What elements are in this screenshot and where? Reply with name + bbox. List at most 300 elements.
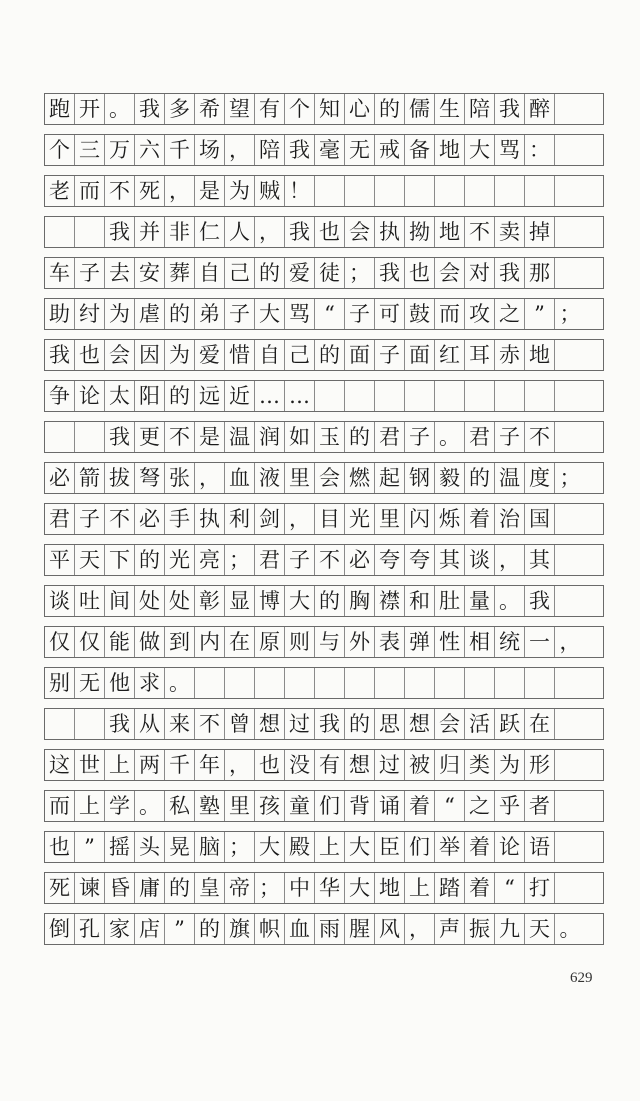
grid-cell: … xyxy=(255,381,285,411)
grid-cell: 的 xyxy=(465,463,495,493)
grid-cell: 闪 xyxy=(405,504,435,534)
grid-cell: 我 xyxy=(105,217,135,247)
grid-cell: 者 xyxy=(525,791,555,821)
grid-cell: 骂 xyxy=(285,299,315,329)
grid-cell xyxy=(405,176,435,206)
grid-cell: 爱 xyxy=(285,258,315,288)
grid-cell: 。 xyxy=(495,586,525,616)
grid-cell: 为 xyxy=(495,750,525,780)
grid-cell: 拔 xyxy=(105,463,135,493)
manuscript-row xyxy=(44,421,604,453)
grid-cell: 爱 xyxy=(195,340,225,370)
grid-cell: 为 xyxy=(105,299,135,329)
grid-cell: 的 xyxy=(165,873,195,903)
grid-cell: 的 xyxy=(345,709,375,739)
grid-cell: 着 xyxy=(465,873,495,903)
grid-cell: 为 xyxy=(225,176,255,206)
grid-cell: 君 xyxy=(45,504,75,534)
grid-cell xyxy=(435,668,465,698)
manuscript-row xyxy=(44,544,604,576)
grid-cell: 子 xyxy=(405,422,435,452)
manuscript-row xyxy=(44,831,604,863)
grid-cell: 天 xyxy=(75,545,105,575)
grid-cell: 君 xyxy=(465,422,495,452)
grid-cell: 。 xyxy=(165,668,195,698)
grid-cell: 着 xyxy=(465,832,495,862)
grid-cell: 谈 xyxy=(45,586,75,616)
grid-cell xyxy=(555,504,585,534)
grid-cell: 光 xyxy=(165,545,195,575)
grid-cell: 个 xyxy=(285,94,315,124)
grid-cell: 更 xyxy=(135,422,165,452)
grid-cell: ； xyxy=(559,465,581,490)
grid-cell: 里 xyxy=(225,791,255,821)
grid-cell: 有 xyxy=(315,750,345,780)
grid-cell: 帝 xyxy=(225,873,255,903)
grid-cell: 不 xyxy=(525,422,555,452)
grid-cell: 近 xyxy=(225,381,255,411)
grid-cell: 必 xyxy=(45,463,75,493)
grid-cell: 子 xyxy=(375,340,405,370)
grid-cell: 。 xyxy=(435,422,465,452)
grid-cell: 必 xyxy=(345,545,375,575)
manuscript-row xyxy=(44,790,604,822)
grid-cell: 头 xyxy=(135,832,165,862)
grid-cell: 光 xyxy=(345,504,375,534)
grid-cell: 活 xyxy=(465,709,495,739)
grid-cell: 攻 xyxy=(465,299,495,329)
grid-cell: 谏 xyxy=(75,873,105,903)
grid-cell: 面 xyxy=(345,340,375,370)
grid-cell: 雨 xyxy=(315,914,345,944)
grid-cell: 利 xyxy=(225,504,255,534)
grid-cell xyxy=(75,709,105,739)
grid-cell: 倒 xyxy=(45,914,75,944)
grid-cell: 千 xyxy=(165,135,195,165)
grid-cell: 烁 xyxy=(435,504,465,534)
grid-cell: 大 xyxy=(345,832,375,862)
grid-cell: 血 xyxy=(285,914,315,944)
grid-cell xyxy=(45,217,75,247)
grid-cell: 我 xyxy=(105,422,135,452)
grid-cell: 内 xyxy=(195,627,225,657)
grid-cell: 己 xyxy=(225,258,255,288)
grid-cell xyxy=(345,176,375,206)
grid-cell: 们 xyxy=(315,791,345,821)
grid-cell: 量 xyxy=(465,586,495,616)
grid-cell xyxy=(405,668,435,698)
grid-cell xyxy=(555,873,585,903)
manuscript-row xyxy=(44,913,604,945)
grid-cell: 国 xyxy=(525,504,555,534)
grid-cell: 被 xyxy=(405,750,435,780)
grid-cell: 没 xyxy=(285,750,315,780)
grid-cell xyxy=(435,176,465,206)
grid-cell: 死 xyxy=(45,873,75,903)
grid-cell: 风 xyxy=(375,914,405,944)
grid-cell: 殿 xyxy=(285,832,315,862)
grid-cell: 人 xyxy=(225,217,255,247)
grid-cell: 上 xyxy=(75,791,105,821)
grid-cell: 类 xyxy=(465,750,495,780)
grid-cell: 之 xyxy=(495,299,525,329)
grid-cell: 我 xyxy=(45,340,75,370)
grid-cell: 想 xyxy=(345,750,375,780)
grid-cell: 度 xyxy=(525,463,555,493)
grid-cell: 那 xyxy=(525,258,555,288)
grid-cell: 是 xyxy=(195,176,225,206)
grid-cell: 振 xyxy=(465,914,495,944)
grid-cell: 己 xyxy=(285,340,315,370)
grid-cell: 赤 xyxy=(495,340,525,370)
grid-cell xyxy=(255,668,285,698)
grid-cell: 弟 xyxy=(195,299,225,329)
grid-cell: 彰 xyxy=(195,586,225,616)
grid-cell: 过 xyxy=(375,750,405,780)
grid-cell: 我 xyxy=(495,258,525,288)
grid-cell: 表 xyxy=(375,627,405,657)
grid-cell: 拗 xyxy=(405,217,435,247)
grid-cell: 万 xyxy=(105,135,135,165)
grid-cell xyxy=(75,422,105,452)
grid-cell: 来 xyxy=(165,709,195,739)
grid-cell: 论 xyxy=(495,832,525,862)
grid-cell: 孔 xyxy=(75,914,105,944)
grid-cell xyxy=(315,176,345,206)
grid-cell: 燃 xyxy=(345,463,375,493)
grid-cell: 希 xyxy=(195,94,225,124)
grid-cell: 其 xyxy=(525,545,555,575)
grid-cell: 血 xyxy=(225,463,255,493)
grid-cell: 背 xyxy=(345,791,375,821)
grid-cell xyxy=(45,422,75,452)
grid-cell: 会 xyxy=(315,463,345,493)
grid-cell: 非 xyxy=(165,217,195,247)
grid-cell: 地 xyxy=(435,217,465,247)
grid-cell: 毫 xyxy=(315,135,345,165)
grid-cell: 会 xyxy=(345,217,375,247)
grid-cell: 耳 xyxy=(465,340,495,370)
grid-cell: 会 xyxy=(435,709,465,739)
grid-cell: 举 xyxy=(435,832,465,862)
grid-cell: 六 xyxy=(135,135,165,165)
grid-cell: 原 xyxy=(255,627,285,657)
grid-cell xyxy=(555,381,585,411)
manuscript-row xyxy=(44,175,604,207)
grid-cell: 他 xyxy=(105,668,135,698)
manuscript-row xyxy=(44,872,604,904)
grid-cell: 华 xyxy=(315,873,345,903)
manuscript-row xyxy=(44,503,604,535)
grid-cell: ” xyxy=(525,299,555,329)
grid-cell: 童 xyxy=(285,791,315,821)
grid-cell xyxy=(75,217,105,247)
grid-cell: ； xyxy=(255,873,285,903)
grid-cell xyxy=(375,668,405,698)
grid-cell: 上 xyxy=(405,873,435,903)
grid-cell: 。 xyxy=(135,791,165,821)
grid-cell: 太 xyxy=(105,381,135,411)
grid-cell: 大 xyxy=(345,873,375,903)
grid-cell: 外 xyxy=(345,627,375,657)
grid-cell: 不 xyxy=(105,176,135,206)
grid-cell: 其 xyxy=(435,545,465,575)
grid-cell: 儒 xyxy=(405,94,435,124)
manuscript-row xyxy=(44,708,604,740)
grid-cell xyxy=(465,668,495,698)
grid-cell: 子 xyxy=(75,504,105,534)
grid-cell: 学 xyxy=(105,791,135,821)
grid-cell xyxy=(315,668,345,698)
grid-cell: 葬 xyxy=(165,258,195,288)
grid-cell: 显 xyxy=(225,586,255,616)
grid-cell: 也 xyxy=(405,258,435,288)
grid-cell: 下 xyxy=(105,545,135,575)
grid-cell: ； xyxy=(559,301,581,326)
grid-cell: 会 xyxy=(435,258,465,288)
grid-cell: 摇 xyxy=(105,832,135,862)
grid-cell: 车 xyxy=(45,258,75,288)
grid-cell: ； xyxy=(225,545,255,575)
grid-cell: 一 xyxy=(525,627,555,657)
grid-cell: 毅 xyxy=(435,463,465,493)
grid-cell: 世 xyxy=(75,750,105,780)
grid-cell: 在 xyxy=(525,709,555,739)
grid-cell: 庸 xyxy=(135,873,165,903)
grid-cell: “ xyxy=(435,791,465,821)
grid-cell: 目 xyxy=(315,504,345,534)
grid-cell: 的 xyxy=(375,94,405,124)
grid-cell: ” xyxy=(75,832,105,862)
manuscript-row xyxy=(44,216,604,248)
grid-cell: 开 xyxy=(75,94,105,124)
grid-cell: 陪 xyxy=(255,135,285,165)
grid-cell: 处 xyxy=(135,586,165,616)
grid-cell: 做 xyxy=(135,627,165,657)
grid-cell: 别 xyxy=(45,668,75,698)
grid-cell: 。 xyxy=(559,916,581,941)
grid-cell xyxy=(555,176,585,206)
grid-cell: 仅 xyxy=(45,627,75,657)
grid-cell: 箭 xyxy=(75,463,105,493)
grid-cell: 卖 xyxy=(495,217,525,247)
grid-cell: 仅 xyxy=(75,627,105,657)
grid-cell: 皇 xyxy=(195,873,225,903)
grid-cell: 的 xyxy=(135,545,165,575)
grid-cell: 而 xyxy=(45,791,75,821)
grid-cell: 的 xyxy=(315,586,345,616)
grid-cell: 跑 xyxy=(45,94,75,124)
grid-cell: 纣 xyxy=(75,299,105,329)
grid-cell: 到 xyxy=(165,627,195,657)
grid-cell: 和 xyxy=(405,586,435,616)
grid-cell: 则 xyxy=(285,627,315,657)
grid-cell xyxy=(525,381,555,411)
grid-cell xyxy=(375,381,405,411)
grid-cell: 我 xyxy=(525,586,555,616)
grid-cell: 掉 xyxy=(525,217,555,247)
grid-cell: ， xyxy=(285,504,315,534)
grid-cell: 贼 xyxy=(255,176,285,206)
manuscript-row xyxy=(44,134,604,166)
grid-cell: ， xyxy=(559,629,581,654)
grid-cell: 虐 xyxy=(135,299,165,329)
grid-cell: 亮 xyxy=(195,545,225,575)
grid-cell: 而 xyxy=(435,299,465,329)
grid-cell: 地 xyxy=(435,135,465,165)
grid-cell: 温 xyxy=(225,422,255,452)
grid-cell xyxy=(45,709,75,739)
grid-cell: 子 xyxy=(495,422,525,452)
grid-cell: 大 xyxy=(255,299,285,329)
grid-cell: … xyxy=(285,381,315,411)
grid-cell: 店 xyxy=(135,914,165,944)
grid-cell xyxy=(465,176,495,206)
grid-cell xyxy=(285,668,315,698)
grid-cell: 自 xyxy=(255,340,285,370)
grid-cell xyxy=(555,258,585,288)
grid-cell xyxy=(405,381,435,411)
grid-cell xyxy=(555,135,585,165)
grid-cell: 腥 xyxy=(345,914,375,944)
grid-cell: 阳 xyxy=(135,381,165,411)
manuscript-row xyxy=(44,667,604,699)
grid-cell: 君 xyxy=(255,545,285,575)
grid-cell: 我 xyxy=(105,709,135,739)
grid-cell: 子 xyxy=(285,545,315,575)
grid-cell: 多 xyxy=(165,94,195,124)
grid-cell: 吐 xyxy=(75,586,105,616)
grid-cell: 不 xyxy=(195,709,225,739)
grid-cell: 之 xyxy=(465,791,495,821)
grid-cell: 谈 xyxy=(465,545,495,575)
grid-cell: 我 xyxy=(315,709,345,739)
grid-cell: 夸 xyxy=(405,545,435,575)
grid-cell: ！ xyxy=(285,176,315,206)
grid-cell xyxy=(345,381,375,411)
grid-cell: 家 xyxy=(105,914,135,944)
grid-cell: 骂 xyxy=(495,135,525,165)
grid-cell xyxy=(555,422,585,452)
grid-cell: 场 xyxy=(195,135,225,165)
grid-cell: 与 xyxy=(315,627,345,657)
grid-cell: 生 xyxy=(435,94,465,124)
grid-cell: ， xyxy=(165,176,195,206)
grid-cell: 如 xyxy=(285,422,315,452)
grid-cell: 有 xyxy=(255,94,285,124)
grid-cell: 会 xyxy=(105,340,135,370)
grid-cell: 必 xyxy=(135,504,165,534)
grid-cell: 安 xyxy=(135,258,165,288)
grid-cell: 的 xyxy=(195,914,225,944)
grid-cell: ； xyxy=(345,258,375,288)
grid-cell: 也 xyxy=(255,750,285,780)
grid-cell: 统 xyxy=(495,627,525,657)
grid-cell xyxy=(375,176,405,206)
grid-cell: 诵 xyxy=(375,791,405,821)
grid-cell: 孩 xyxy=(255,791,285,821)
grid-cell: 地 xyxy=(525,340,555,370)
grid-cell: 间 xyxy=(105,586,135,616)
grid-cell: 从 xyxy=(135,709,165,739)
grid-cell: 帜 xyxy=(255,914,285,944)
grid-cell: 乎 xyxy=(495,791,525,821)
grid-cell: 相 xyxy=(465,627,495,657)
grid-cell xyxy=(555,832,585,862)
grid-cell: 不 xyxy=(105,504,135,534)
grid-cell xyxy=(555,750,585,780)
grid-cell: 的 xyxy=(255,258,285,288)
grid-cell: 也 xyxy=(75,340,105,370)
grid-cell: 在 xyxy=(225,627,255,657)
grid-cell: 是 xyxy=(195,422,225,452)
grid-cell: 想 xyxy=(255,709,285,739)
grid-cell: 能 xyxy=(105,627,135,657)
grid-cell: 液 xyxy=(255,463,285,493)
grid-cell xyxy=(555,545,585,575)
grid-cell: 醉 xyxy=(525,94,555,124)
grid-cell: 的 xyxy=(315,340,345,370)
manuscript-row xyxy=(44,462,604,494)
grid-cell: 归 xyxy=(435,750,465,780)
grid-cell: ” xyxy=(165,914,195,944)
grid-cell: 千 xyxy=(165,750,195,780)
grid-cell: “ xyxy=(315,299,345,329)
grid-cell: 徒 xyxy=(315,258,345,288)
grid-cell: 的 xyxy=(345,422,375,452)
grid-cell: 惜 xyxy=(225,340,255,370)
grid-cell: 打 xyxy=(525,873,555,903)
grid-cell: 。 xyxy=(105,94,135,124)
grid-cell: 子 xyxy=(75,258,105,288)
grid-cell: 年 xyxy=(195,750,225,780)
grid-cell xyxy=(555,586,585,616)
grid-cell: 对 xyxy=(465,258,495,288)
grid-cell: 助 xyxy=(45,299,75,329)
grid-cell xyxy=(555,709,585,739)
grid-cell: ， xyxy=(195,463,225,493)
grid-cell: 形 xyxy=(525,750,555,780)
grid-cell: 不 xyxy=(165,422,195,452)
grid-cell: 脑 xyxy=(195,832,225,862)
grid-cell: 执 xyxy=(375,217,405,247)
grid-cell: 性 xyxy=(435,627,465,657)
grid-cell: 襟 xyxy=(375,586,405,616)
grid-cell: 个 xyxy=(45,135,75,165)
grid-cell: 知 xyxy=(315,94,345,124)
grid-cell: ， xyxy=(405,914,435,944)
grid-cell: 也 xyxy=(315,217,345,247)
grid-cell: ： xyxy=(525,135,555,165)
grid-cell: 旗 xyxy=(225,914,255,944)
grid-cell: 为 xyxy=(165,340,195,370)
grid-cell: 臣 xyxy=(375,832,405,862)
grid-cell: 润 xyxy=(255,422,285,452)
grid-cell: 不 xyxy=(315,545,345,575)
page-number: 629 xyxy=(570,970,593,986)
grid-cell: 我 xyxy=(375,258,405,288)
manuscript-row xyxy=(44,339,604,371)
grid-cell xyxy=(435,381,465,411)
grid-cell: 面 xyxy=(405,340,435,370)
grid-cell: 踏 xyxy=(435,873,465,903)
grid-cell xyxy=(495,668,525,698)
grid-cell: 声 xyxy=(435,914,465,944)
grid-cell: 弩 xyxy=(135,463,165,493)
grid-cell: 治 xyxy=(495,504,525,534)
grid-cell: 去 xyxy=(105,258,135,288)
grid-cell xyxy=(465,381,495,411)
